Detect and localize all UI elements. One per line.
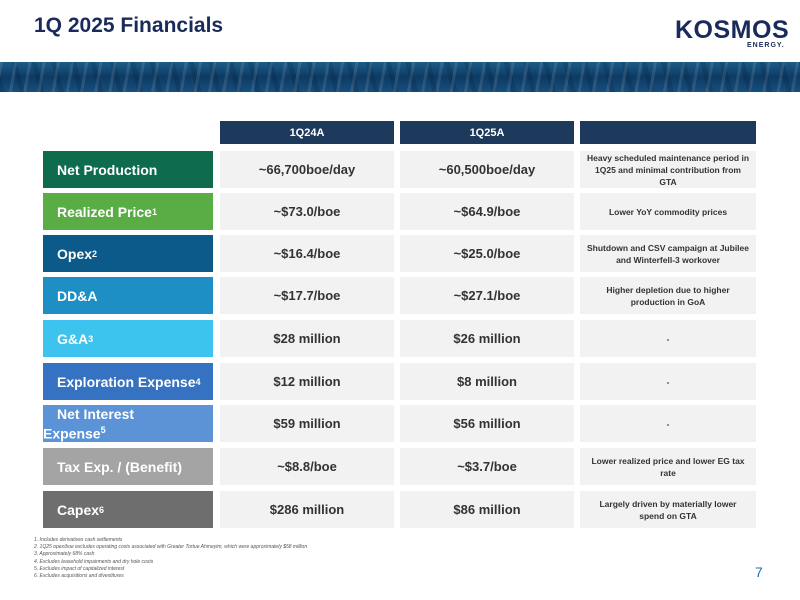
footnote: 4. Excludes leasehold impairments and dry hole costs [34,558,154,565]
row-label [43,363,213,400]
footnote: 1. Includes derivatives cash settlements [34,537,123,543]
column-header-comments [580,121,756,144]
cell-1q24a: $59 million [220,405,394,442]
column-header-1q24a: 1Q24A [220,121,394,144]
cell-1q24a: $12 million [220,363,394,400]
row-label-text: Realized Price [57,203,152,220]
footnote-marker: 2 [92,248,98,259]
footnote-marker: 4 [195,376,201,387]
cell-comment: - [580,405,756,442]
table-row-net-interest-expense [0,405,800,442]
footnote: 6. Excludes acquisitions and divestitures [34,573,124,580]
cell-1q25a: ~$64.9/boe [400,193,574,230]
row-label [43,491,213,528]
footnote-marker: 6 [99,504,105,515]
cell-1q24a: ~$17.7/boe [220,277,394,314]
footnote-marker: 3 [88,333,94,344]
footnote-marker: 1 [151,206,157,217]
footnote: 3. Approximately 68% cash [34,551,95,558]
row-label [43,235,213,272]
table-row-exploration-expense [0,363,800,400]
cell-comment: Heavy scheduled maintenance period in 1Q25 and minimal contribution from GTA [580,151,756,188]
cell-1q25a: ~$3.7/boe [400,448,574,485]
cell-comment: Largely driven by materially lower spend on GTA [580,491,756,528]
cell-comment: Lower YoY commodity prices [580,193,756,230]
row-label [43,277,213,314]
row-label [43,405,213,442]
table-row-dda [0,277,800,314]
table-row-net-production [0,151,800,188]
cell-1q24a: $286 million [220,491,394,528]
row-label-text: Exploration Expense [57,373,196,390]
table-row-opex [0,235,800,272]
row-label-text: Tax Exp. / (Benefit) [57,458,182,475]
cell-1q24a: ~$16.4/boe [220,235,394,272]
cell-1q24a: ~$8.8/boe [220,448,394,485]
table-row-tax-expense [0,448,800,485]
cell-1q25a: ~$27.1/boe [400,277,574,314]
cell-comment: Shutdown and CSV campaign at Jubilee and Winterfell-3 workover [580,235,756,272]
row-label-line2: Expense [43,425,101,442]
table-row-realized-price [0,193,800,230]
footnotes [34,537,307,580]
cell-1q24a: $28 million [220,320,394,357]
ocean-banner [0,62,800,92]
cell-1q25a: ~60,500boe/day [400,151,574,188]
row-label-text: DD&A [57,287,98,304]
cell-1q25a: $86 million [400,491,574,528]
footnote: 5. Excludes impact of capitalized interest [34,565,125,572]
header [0,0,800,62]
footnote: 2. 1Q25 opex/boe excludes operating costs associated with Greater Tortue Ahmeyim, which were approximately $58 million [34,544,308,551]
row-label-text: Capex [57,501,100,518]
logo-subtext: ENERGY. [747,42,785,49]
company-logo [655,0,800,62]
page-number: 7 [755,564,763,580]
row-label [43,320,213,357]
cell-comment: Lower realized price and lower EG tax rate [580,448,756,485]
row-label-line1: Net Interest [57,405,135,422]
cell-1q25a: $56 million [400,405,574,442]
table-row-ga [0,320,800,357]
cell-1q25a: $26 million [400,320,574,357]
row-label [43,151,213,188]
page-title: 1Q 2025 Financials [34,14,224,37]
cell-comment: - [580,363,756,400]
footnote-marker: 5 [100,424,106,435]
cell-comment: - [580,320,756,357]
cell-1q24a: ~66,700boe/day [220,151,394,188]
cell-1q25a: $8 million [400,363,574,400]
row-label-text: G&A [57,330,89,347]
column-header-1q25a: 1Q25A [400,121,574,144]
table-row-capex [0,491,800,528]
cell-1q25a: ~$25.0/boe [400,235,574,272]
logo-wordmark: KOSMOS [675,16,790,44]
row-label-text: Opex [57,245,93,262]
cell-1q24a: ~$73.0/boe [220,193,394,230]
cell-comment: Higher depletion due to higher production in GoA [580,277,756,314]
row-label-text: Net Production [57,161,158,178]
row-label [43,448,213,485]
row-label [43,193,213,230]
